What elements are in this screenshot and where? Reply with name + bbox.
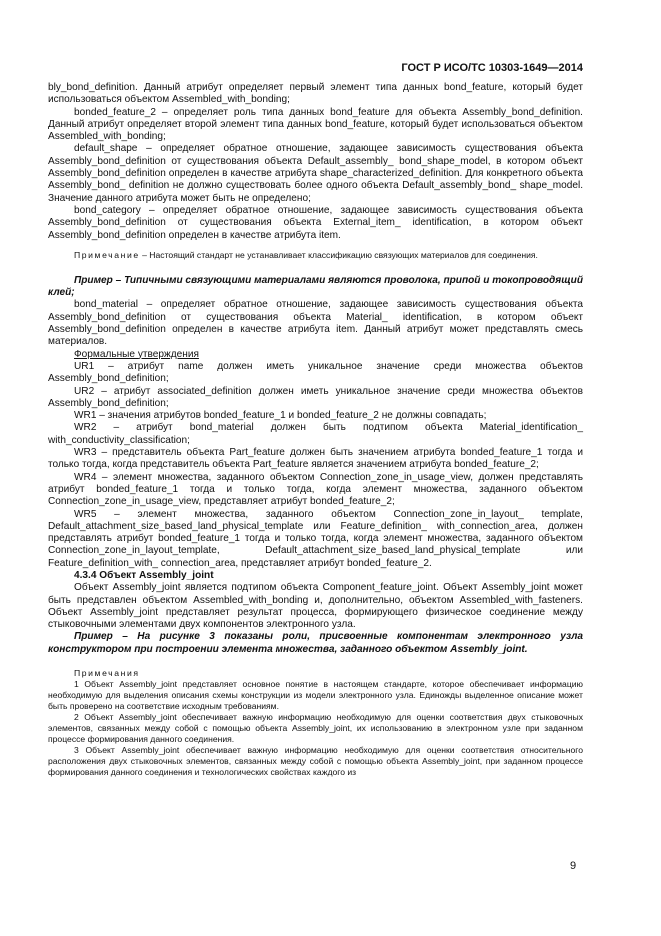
note-item: 1 Объект Assembly_joint представляет основное понятие в настоящем стандарте, которое обеспечивает информацию необходимую для выделения описания схемы конструкции из модели электронного узла. Единожды выделенное описание может быть проверено на соответствие исходным требованиям. bbox=[48, 679, 583, 712]
notes-title: Примечания bbox=[74, 668, 140, 679]
example: Пример – Типичными связующими материалами являются проволока, припой и токопроводящий клей; bbox=[48, 274, 583, 299]
rule-ur2: UR2 – атрибут associated_definition должен иметь уникальное значение среди множества объектов Assembly_bond_definition; bbox=[48, 385, 583, 409]
paragraph: bond_material – определяет обратное отношение, задающее зависимость существования объекта Assembly_bond_definition от существования объекта Material_ identification, в котором объект Assembly_bond_definition определен в качестве атрибута item. Данный атрибут может представлять смесь материалов. bbox=[48, 299, 583, 348]
document-body bbox=[48, 82, 583, 778]
paragraph: bond_category – определяет обратное отношение, задающее зависимость существования объекта Assembly_bond_definition от существования объекта External_item_ identification, в котором объект Assembly_bond_definition определен в качестве атрибута item. bbox=[48, 204, 583, 241]
paragraph: default_shape – определяет обратное отношение, задающее зависимость существования объекта Assembly_bond_definition от существования объекта Default_assembly_ bond_shape_model, в котором объект Assembly_bond_definition определен в качестве атрибута shape_characterized_definition. Для конкретного объекта Assembly_bond_ definition не должно существовать более одного объекта Default_assembly_bond_ shape_model. Значение данного атрибута может быть не определено; bbox=[48, 143, 583, 204]
note bbox=[48, 250, 583, 261]
formal-statements-title: Формальные утверждения bbox=[74, 348, 199, 360]
rule-ur1: UR1 – атрибут name должен иметь уникальное значение среди множества объектов Assembly_bond_definition; bbox=[48, 360, 583, 385]
paragraph: bonded_feature_2 – определяет роль типа данных bond_feature для объекта Assembly_bond_definition. Данный атрибут определяет второй элемент типа данных bond_feature, который будет использоваться объектом Assembled_with_bonding; bbox=[48, 106, 583, 143]
note-label: Примечание bbox=[74, 249, 140, 260]
rule-wr2: WR2 – атрибут bond_material должен быть подтипом объекта Material_identification_ with_conductivity_classification; bbox=[48, 422, 583, 446]
paragraph: bly_bond_definition. Данный атрибут определяет первый элемент типа данных bond_feature, который будет использоваться объектом Assembled_with_bonding; bbox=[48, 82, 583, 106]
document-header: ГОСТ Р ИСО/ТС 10303-1649—2014 bbox=[401, 62, 583, 74]
paragraph: Объект Assembly_joint является подтипом объекта Component_feature_joint. Объект Assembly_joint может быть представлен объектом Assembled_with_bonding и, дополнительно, объектом Assembled_with_fasteners. Объект Assembly_joint представляет результат процесса, формирующего физическое соединение между стыковочными элементами двух компонентов электронного узла. bbox=[48, 582, 583, 631]
note-item: 3 Объект Assembly_joint обеспечивает важную информацию необходимую для оценки соответствия относительного расположения двух стыковочных элементов, связанных между собой с помощью объекта Assembly_joint, при заданном процессе формирования данного соединения и технологических свойствах каждого из bbox=[48, 745, 583, 778]
section-heading: 4.3.4 Объект Assembly_joint bbox=[74, 569, 214, 581]
page-number: 9 bbox=[570, 860, 577, 872]
rule-wr3: WR3 – представитель объекта Part_feature должен быть значением атрибута bonded_feature_1 тогда и только тогда, когда представитель объекта Part_feature является значением атрибута bonded_feature_2; bbox=[48, 447, 583, 471]
rule-wr5: WR5 – элемент множества, заданного объектом Connection_zone_in_layout_ template, Default_attachment_size_based_land_physical_template или Feature_definition_ with_connection_area, должен представлять атрибут bonded_feature_1 тогда и только тогда, когда элемент множества, заданного объектом Connection_zone_in_layout_template, Default_attachment_size_based_land_physical_template или Feature_definition_with_ connection_area, представляет атрибут bonded_feature_2. bbox=[48, 508, 583, 569]
example: Пример – На рисунке 3 показаны роли, присвоенные компонентам электронного узла конструктором при построении элемента множества, заданного объектом Assembly_joint. bbox=[48, 631, 583, 655]
note-text: – Настоящий стандарт не устанавливает классификацию связующих материалов для соединения. bbox=[139, 249, 538, 260]
rule-wr4: WR4 – элемент множества, заданного объектом Connection_zone_in_usage_view, должен представлять атрибут bonded_feature_1 тогда и только тогда, когда элемент множества, заданного объектом Connection_zone_in_usage_view, представляет атрибут bonded_feature_2; bbox=[48, 471, 583, 508]
note-item: 2 Объект Assembly_joint обеспечивает важную информацию необходимую для оценки соответствия двух стыковочных элементов, связанных между собой с помощью объекта Assembly_joint, их использованию в электронном узле при заданном процессе формирования данного соединения. bbox=[48, 712, 583, 745]
rule-wr1: WR1 – значения атрибутов bonded_feature_1 и bonded_feature_2 не должны совпадать; bbox=[74, 410, 487, 422]
